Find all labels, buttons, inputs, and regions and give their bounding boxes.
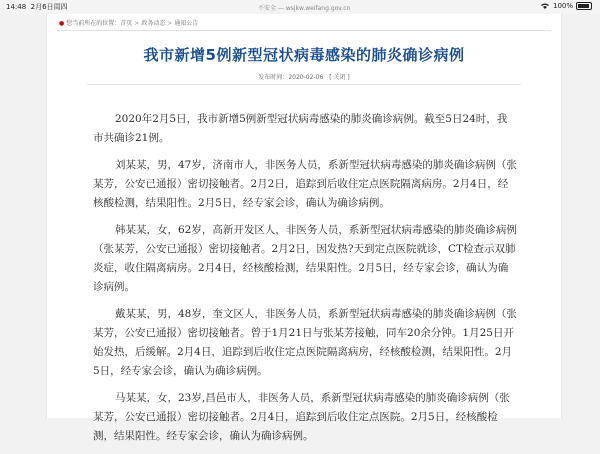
status-bar [0, 0, 600, 14]
article-title: 我市新增5例新型冠状病毒感染的肺炎确诊病例 [143, 46, 465, 64]
breadcrumb-news[interactable]: 政务动态 [141, 20, 166, 27]
divider [57, 30, 551, 31]
paragraph: 刘某某，男，47岁，济南市人，非医务人员，系新型冠状病毒感染的肺炎确诊病例（张某芳，公安已通报）密切接触者。2月2日，追踪到后收住定点医院隔离病房。2月4日，经核酸检测，结果阳性。2月5日，经专家会诊，确认为确诊病例。 [93, 159, 517, 209]
breadcrumb-home[interactable]: 首页 [120, 20, 133, 27]
location-pin-icon: ● [59, 20, 65, 27]
article-page [46, 14, 562, 442]
article-meta [47, 72, 561, 81]
breadcrumb-separator: > [167, 20, 173, 27]
publish-date: 2020-02-06 [288, 74, 324, 81]
paragraph: 韩某某，女，62岁，高新开发区人，非医务人员，系新型冠状病毒感染的肺炎确诊病例（张某芳，公安已通报）密切接触者。2月2日，因发热?天到定点医院就诊，CT检查示双肺炎症，收住隔离病房。2月4日，经核酸检测，结果阳性。2月5日，经专家会诊，确认为确诊病例。 [93, 224, 517, 293]
paragraph: 马某某，女，23岁,昌邑市人，非医务人员，系新型冠状病毒感染的肺炎确诊病例（张某芳，公安已通报）密切接触者。2月4日，追踪到后收住定点医院。2月5日，经核酸检测，结果阳性。经专家会诊，确认为确诊病例。 [93, 392, 510, 442]
address-bar[interactable]: 不安全 — wsjkw.weifang.gov.cn [258, 5, 351, 12]
breadcrumb-label: 您当前所在的位置： [66, 20, 121, 27]
breadcrumb [59, 18, 198, 27]
breadcrumb-notice[interactable]: 通知公告 [174, 20, 199, 27]
clock-text: 14:48 [6, 3, 27, 11]
status-right [541, 2, 592, 10]
status-time [6, 2, 68, 12]
paragraph: 戴某某，男，48岁，奎文区人，非医务人员，系新型冠状病毒感染的肺炎确诊病例（张某芳，公安已通报）密切接触者。曾于1月21日与张某芳接触，同车20余分钟。1月25日开始发热，后缓解。2月4日，追踪到后收住定点医院隔离病房，经核酸检测，结果阳性。2月5日，经专家会诊，确认为确诊病例。 [93, 308, 517, 377]
battery-percent: 100% [552, 2, 573, 10]
article-body [93, 110, 517, 454]
divider [87, 84, 521, 85]
breadcrumb-separator: > [134, 20, 140, 27]
paragraph: 2020年2月5日，我市新增5例新型冠状病毒感染的肺炎确诊病例。截至5日24时，我市共确诊21例。 [93, 113, 508, 144]
date-text: 2月6日周四 [30, 3, 68, 11]
wifi-icon [541, 3, 549, 9]
close-link[interactable]: [ 关闭 ] [329, 74, 350, 81]
publish-label: 发布时间： [258, 74, 289, 81]
battery-icon [576, 2, 592, 10]
